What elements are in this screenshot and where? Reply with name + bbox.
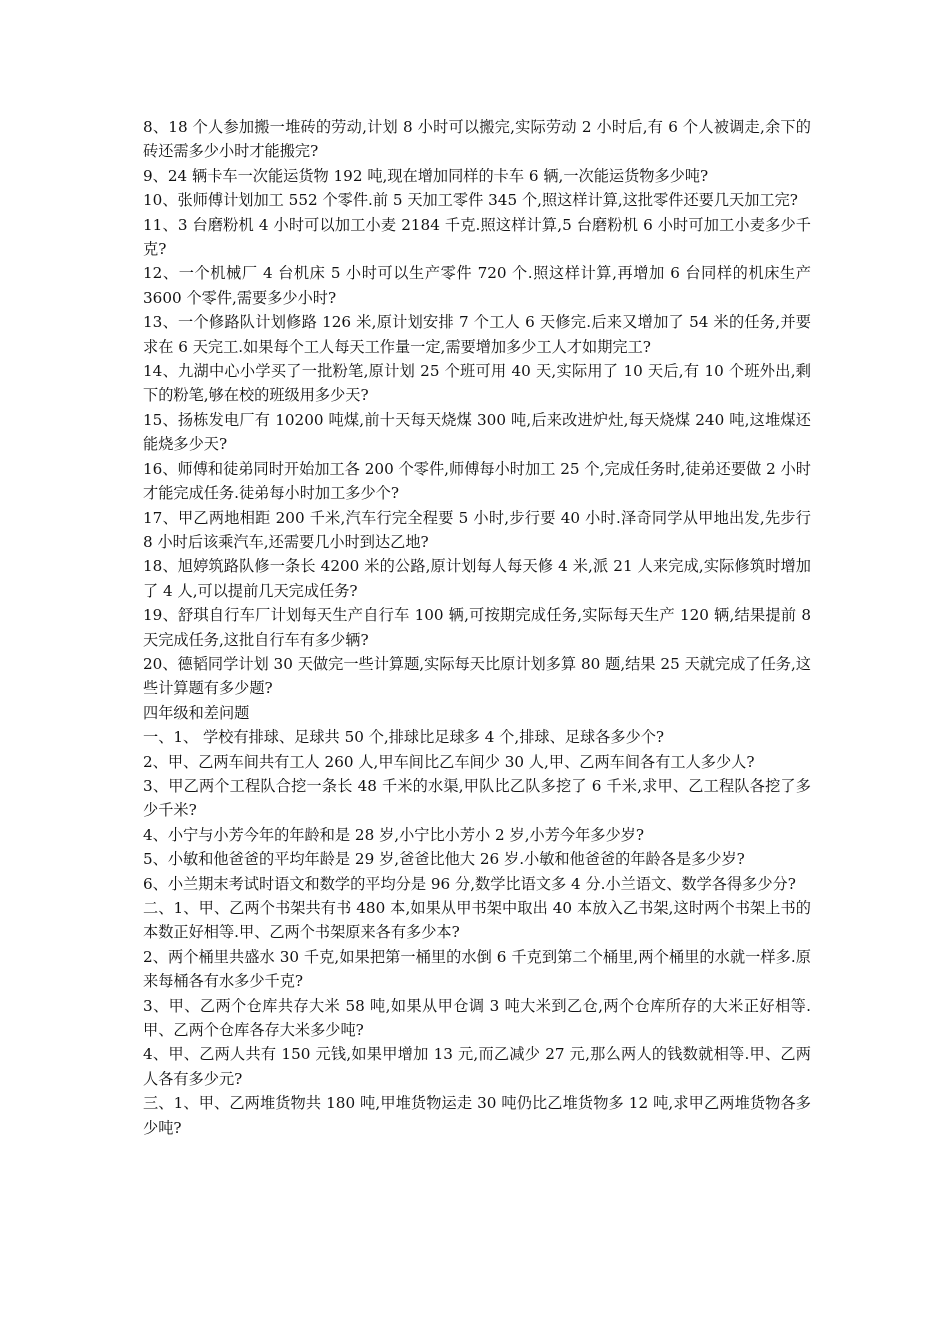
sum-diff-problem-1-3: 3、甲乙两个工程队合挖一条长 48 千米的水渠,甲队比乙队多挖了 6 千米,求甲、乙工程队各挖了多少千米? <box>143 776 811 820</box>
sum-diff-problem-1-4: 4、小宁与小芳今年的年龄和是 28 岁,小宁比小芳小 2 岁,小芳今年多少岁? <box>143 825 645 844</box>
sum-diff-problem-2-2: 2、两个桶里共盛水 30 千克,如果把第一桶里的水倒 6 千克到第二个桶里,两个桶里的水就一样多.原来每桶各有水多少千克? <box>143 947 811 991</box>
problem-16: 16、师傅和徒弟同时开始加工各 200 个零件,师傅每小时加工 25 个,完成任务时,徒弟还要做 2 小时才能完成任务.徒弟每小时加工多少个? <box>143 459 811 503</box>
problem-11: 11、3 台磨粉机 4 小时可以加工小麦 2184 千克.照这样计算,5 台磨粉机 6 小时可加工小麦多少千克? <box>143 215 811 259</box>
sum-diff-problem-2-4: 4、甲、乙两人共有 150 元钱,如果甲增加 13 元,而乙减少 27 元,那么两人的钱数就相等.甲、乙两人各有多少元? <box>143 1045 811 1088</box>
sum-diff-problem-1-5: 5、小敏和他爸爸的平均年龄是 29 岁,爸爸比他大 26 岁.小敏和他爸爸的年龄各是多少岁? <box>143 850 745 869</box>
problem-13: 13、一个修路队计划修路 126 米,原计划安排 7 个工人 6 天修完.后来又增加了 54 米的任务,并要求在 6 天完工.如果每个工人每天工作量一定,需要增加多少工人才如期完工? <box>143 313 811 356</box>
problem-19: 19、舒琪自行车厂计划每天生产自行车 100 辆,可按期完成任务,实际每天生产 120 辆,结果提前 8 天完成任务,这批自行车有多少辆? <box>143 606 811 649</box>
sum-diff-problem-2-3: 3、甲、乙两个仓库共存大米 58 吨,如果从甲仓调 3 吨大米到乙仓,两个仓库所存的大米正好相等.甲、乙两个仓库各存大米多少吨? <box>143 996 811 1040</box>
document-body <box>143 115 811 1140</box>
problem-18: 18、旭婷筑路队修一条长 4200 米的公路,原计划每人每天修 4 米,派 21 人来完成,实际修筑时增加了 4 人,可以提前几天完成任务? <box>143 557 811 600</box>
sum-diff-problem-1-2: 2、甲、乙两车间共有工人 260 人,甲车间比乙车间少 30 人,甲、乙两车间各有工人多少人? <box>143 752 755 771</box>
sum-diff-problem-2-1: 二、1、甲、乙两个书架共有书 480 本,如果从甲书架中取出 40 本放入乙书架,这时两个书架上书的本数正好相等.甲、乙两个书架原来各有多少本? <box>143 899 811 942</box>
sum-diff-problem-1-1: 一、1、 学校有排球、足球共 50 个,排球比足球多 4 个,排球、足球各多少个? <box>143 728 665 747</box>
problem-8: 8、18 个人参加搬一堆砖的劳动,计划 8 小时可以搬完,实际劳动 2 小时后,有 6 个人被调走,余下的砖还需多少小时才能搬完? <box>143 118 811 161</box>
section-heading: 四年级和差问题 <box>143 703 250 722</box>
problem-10: 10、张师傅计划加工 552 个零件.前 5 天加工零件 345 个,照这样计算,这批零件还要几天加工完? <box>143 191 798 210</box>
problem-20: 20、德韬同学计划 30 天做完一些计算题,实际每天比原计划多算 80 题,结果 25 天就完成了任务,这些计算题有多少题? <box>143 654 811 698</box>
problem-12: 12、一个机械厂 4 台机床 5 小时可以生产零件 720 个.照这样计算,再增加 6 台同样的机床生产 3600 个零件,需要多少小时? <box>143 264 811 307</box>
problem-9: 9、24 辆卡车一次能运货物 192 吨,现在增加同样的卡车 6 辆,一次能运货物多少吨? <box>143 166 709 185</box>
sum-diff-problem-3-1: 三、1、甲、乙两堆货物共 180 吨,甲堆货物运走 30 吨仍比乙堆货物多 12 吨,求甲乙两堆货物各多少吨? <box>143 1094 811 1137</box>
problem-15: 15、扬栋发电厂有 10200 吨煤,前十天每天烧煤 300 吨,后来改进炉灶,每天烧煤 240 吨,这堆煤还能烧多少天? <box>143 410 811 454</box>
problem-14: 14、九湖中心小学买了一批粉笔,原计划 25 个班可用 40 天,实际用了 10 天后,有 10 个班外出,剩下的粉笔,够在校的班级用多少天? <box>143 362 811 405</box>
problem-17: 17、甲乙两地相距 200 千米,汽车行完全程要 5 小时,步行要 40 小时.泽奇同学从甲地出发,先步行 8 小时后该乘汽车,还需要几小时到达乙地? <box>143 508 811 551</box>
sum-diff-problem-1-6: 6、小兰期末考试时语文和数学的平均分是 96 分,数学比语文多 4 分.小兰语文、数学各得多少分? <box>143 874 796 893</box>
